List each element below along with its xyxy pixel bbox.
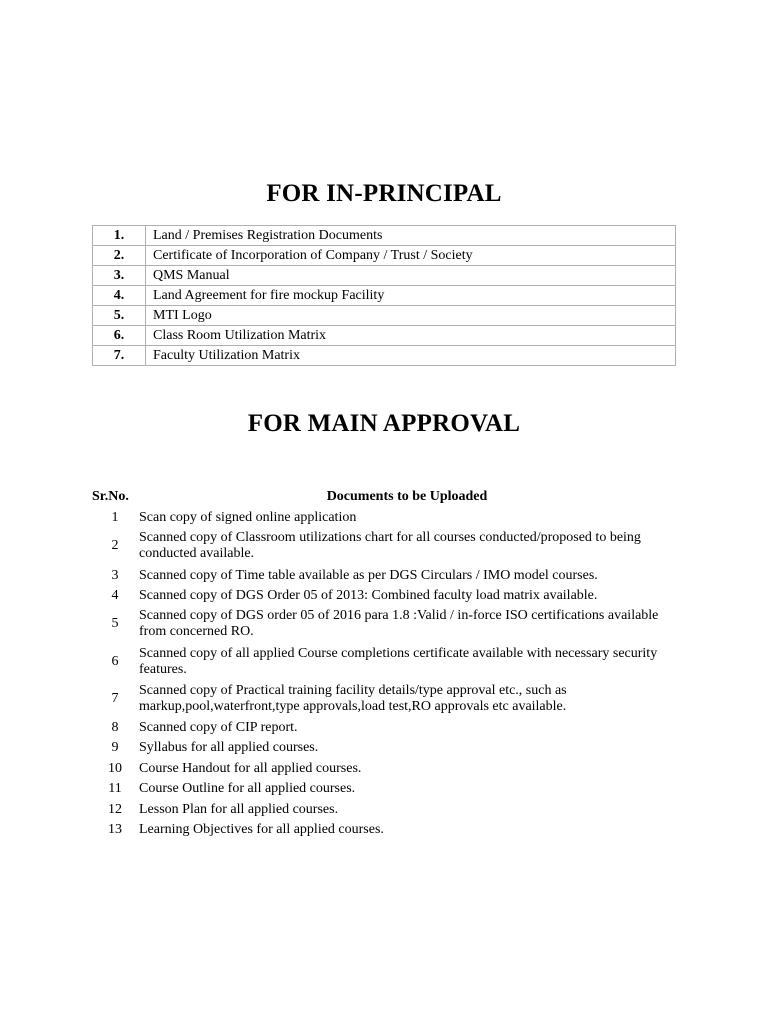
item-number: 3 [111,568,119,583]
row-number: 7. [93,346,146,366]
item-number: 8 [111,720,119,735]
table-row [93,286,676,306]
item-text: Scan copy of signed online application [139,510,357,525]
item-number: 10 [108,761,122,776]
row-number: 6. [93,326,146,346]
item-text: Scanned copy of CIP report. [139,720,298,735]
item-number: 9 [111,740,119,755]
table-row [93,266,676,286]
item-number: 11 [108,781,122,796]
table-row [93,326,676,346]
item-text: Scanned copy of all applied Course completions certificate available with necessary security features. [139,646,658,677]
in-principal-table [92,225,676,366]
item-number: 4 [111,588,119,603]
item-number: 5 [111,616,119,631]
item-text: Scanned copy of Time table available as per DGS Circulars / IMO model courses. [139,568,598,583]
table-row [93,226,676,246]
item-number: 1 [111,510,119,525]
row-number: 4. [93,286,146,306]
table-row [93,306,676,326]
item-text: Scanned copy of Practical training facility details/type approval etc., such as markup,pool,waterfront,type approvals,load test,RO approvals etc available. [139,683,567,714]
item-text: Course Outline for all applied courses. [139,781,356,796]
row-number: 1. [93,226,146,246]
documents-column-header: Documents to be Uploaded [326,489,488,504]
item-text: Syllabus for all applied courses. [139,740,319,755]
item-text: Course Handout for all applied courses. [139,761,362,776]
in-principal-heading: FOR IN-PRINCIPAL [266,180,502,207]
item-number: 13 [108,822,122,837]
srno-column-header: Sr.No. [92,489,129,504]
row-text: Land / Premises Registration Documents [146,226,676,246]
row-text: Class Room Utilization Matrix [146,326,676,346]
item-text: Scanned copy of Classroom utilizations chart for all courses conducted/proposed to being conducted available. [139,530,641,561]
row-text: Faculty Utilization Matrix [146,346,676,366]
row-text: MTI Logo [146,306,676,326]
row-number: 5. [93,306,146,326]
row-text: Certificate of Incorporation of Company / Trust / Society [146,246,676,266]
row-number: 3. [93,266,146,286]
row-text: Land Agreement for fire mockup Facility [146,286,676,306]
item-text: Learning Objectives for all applied courses. [139,822,384,837]
item-number: 7 [111,691,119,706]
row-number: 2. [93,246,146,266]
item-text: Scanned copy of DGS Order 05 of 2013: Combined faculty load matrix available. [139,588,598,603]
item-number: 12 [108,802,122,817]
row-text: QMS Manual [146,266,676,286]
item-number: 2 [111,538,119,553]
item-text: Scanned copy of DGS order 05 of 2016 para 1.8 :Valid / in-force ISO certifications available from concerned RO. [139,608,659,639]
table-row [93,246,676,266]
table-row [93,346,676,366]
item-text: Lesson Plan for all applied courses. [139,802,339,817]
main-approval-heading: FOR MAIN APPROVAL [247,410,521,437]
item-number: 6 [111,654,119,669]
